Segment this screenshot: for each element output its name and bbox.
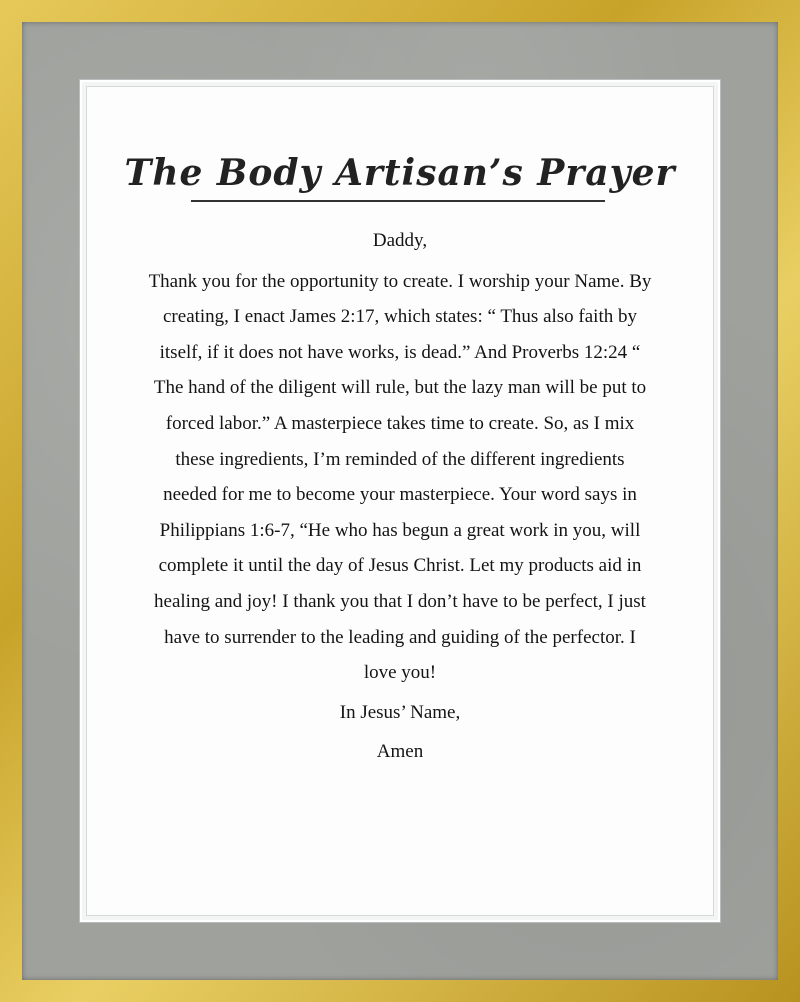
paper-border [80, 80, 720, 922]
amen-line: Amen [376, 741, 424, 763]
prayer-body [147, 223, 653, 770]
paper-sheet [86, 86, 714, 916]
title-underline [191, 200, 605, 202]
closing-line: In Jesus’ Name, [339, 701, 461, 723]
salutation: Daddy, [372, 230, 428, 251]
document-title: The Body Artisan’s Prayer [124, 152, 676, 194]
prayer-paragraph: Thank you for the opportunity to create. I worship your Name. By creating, I enact James 2:17, which states: “ Thus also faith by itself, if it does not have works, is dead.” And Proverbs 12:24 “ The hand of the diligent will rule, but the lazy man will be put to forced labor.” A masterpiece takes time to create. So, as I mix these ingredients, I’m reminded of the different ingredients needed for me to become your masterpiece. Your word says in Philippians 1:6-7, “He who has begun a great work in you, will complete it until the day of Jesus Christ. Let my products aid in healing and joy! I thank you that I don’t have to be perfect, I just have to surrender to the leading and guiding of the perfector. I love you! [148, 270, 652, 684]
